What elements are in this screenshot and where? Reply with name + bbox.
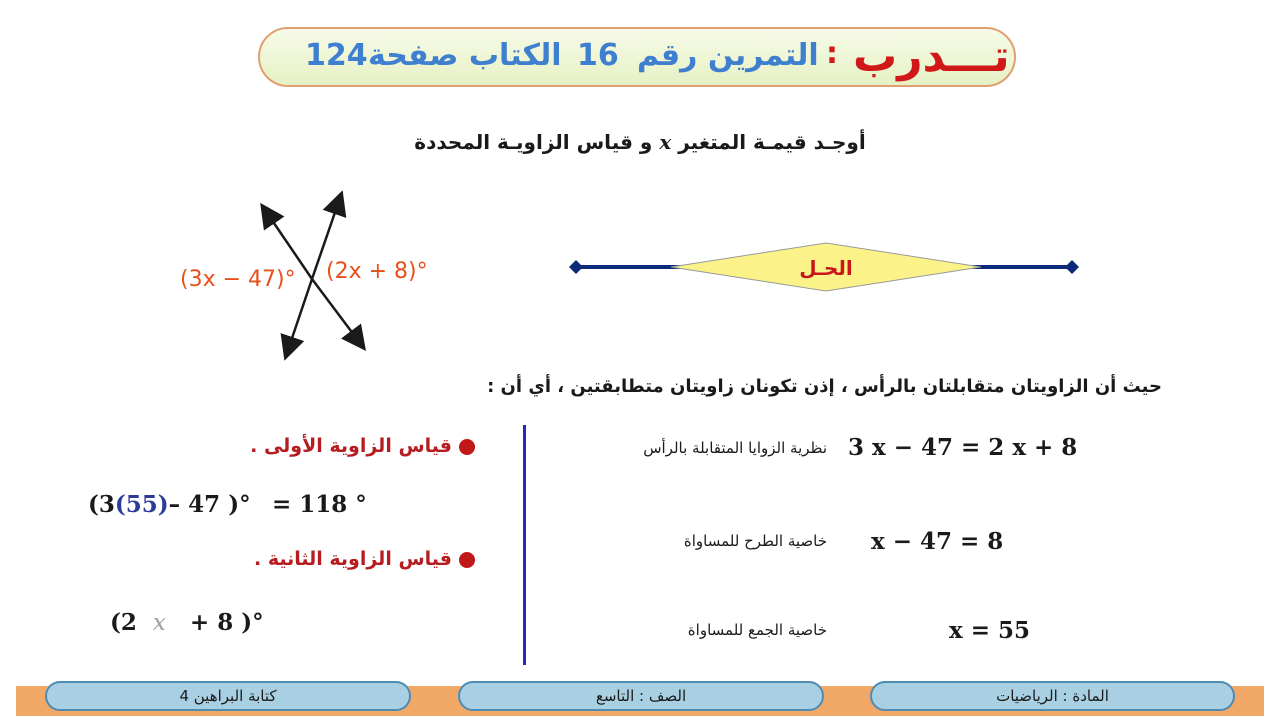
header-page-number: 124 xyxy=(305,38,368,73)
question-text xyxy=(410,130,870,154)
second-angle-heading: قياس الزاوية الثانية . xyxy=(253,548,452,570)
question-suffix: و قياس الزاويـة المحددة xyxy=(414,130,653,154)
step-2-reason: خاصية الطرح للمساواة xyxy=(683,532,827,550)
second-expr-open: (2 xyxy=(110,609,137,636)
solution-label: الحـل xyxy=(799,256,853,280)
reasoning-text: حيث أن الزاويتان متقابلتان بالرأس ، إذن تكونان زاويتان متطابقتين ، أي أن : xyxy=(487,376,1162,397)
bullet-icon xyxy=(459,552,475,568)
header-colon: : xyxy=(826,36,838,71)
header-exercise-label: التمرين رقم xyxy=(637,38,819,73)
first-expr-open: (3 xyxy=(88,491,115,518)
footer-grade: الصف : التاسع xyxy=(458,681,824,711)
second-angle-expression xyxy=(110,609,264,636)
question-prefix: أوجـد قيمـة المتغير xyxy=(678,130,866,154)
step-2-equation: x − 47 = 8 xyxy=(871,528,1004,555)
angle-right-label: (2x + 8)° xyxy=(326,259,428,284)
header-book-label: الكتاب صفحة xyxy=(368,38,562,73)
first-angle-expression xyxy=(88,491,251,518)
second-expr-rest: + 8 )° xyxy=(189,609,264,636)
substituted-value: (55) xyxy=(114,491,169,518)
angle-left-label: (3x − 47)° xyxy=(180,267,296,292)
step-3-equation: x = 55 xyxy=(949,617,1031,644)
bullet-icon xyxy=(459,439,475,455)
second-expr-variable: x xyxy=(152,610,166,636)
step-1-equation: 3 x − 47 = 2 x + 8 xyxy=(848,434,1078,461)
vertical-divider xyxy=(523,425,526,665)
footer-author: كتابة البراهين 4 xyxy=(45,681,411,711)
header-exercise-number: 16 xyxy=(577,38,619,73)
header-title: تـــدرب xyxy=(853,31,1010,82)
first-expr-rest: – 47 )° xyxy=(168,491,251,518)
footer-subject: المادة : الرياضيات xyxy=(870,681,1235,711)
first-angle-heading: قياس الزاوية الأولى . xyxy=(250,435,452,457)
question-variable: x xyxy=(659,130,672,154)
step-1-reason: نظرية الزوايا المتقابلة بالرأس xyxy=(643,439,827,457)
step-3-reason: خاصية الجمع للمساواة xyxy=(687,621,827,639)
first-angle-result: = 118 ° xyxy=(272,491,367,518)
